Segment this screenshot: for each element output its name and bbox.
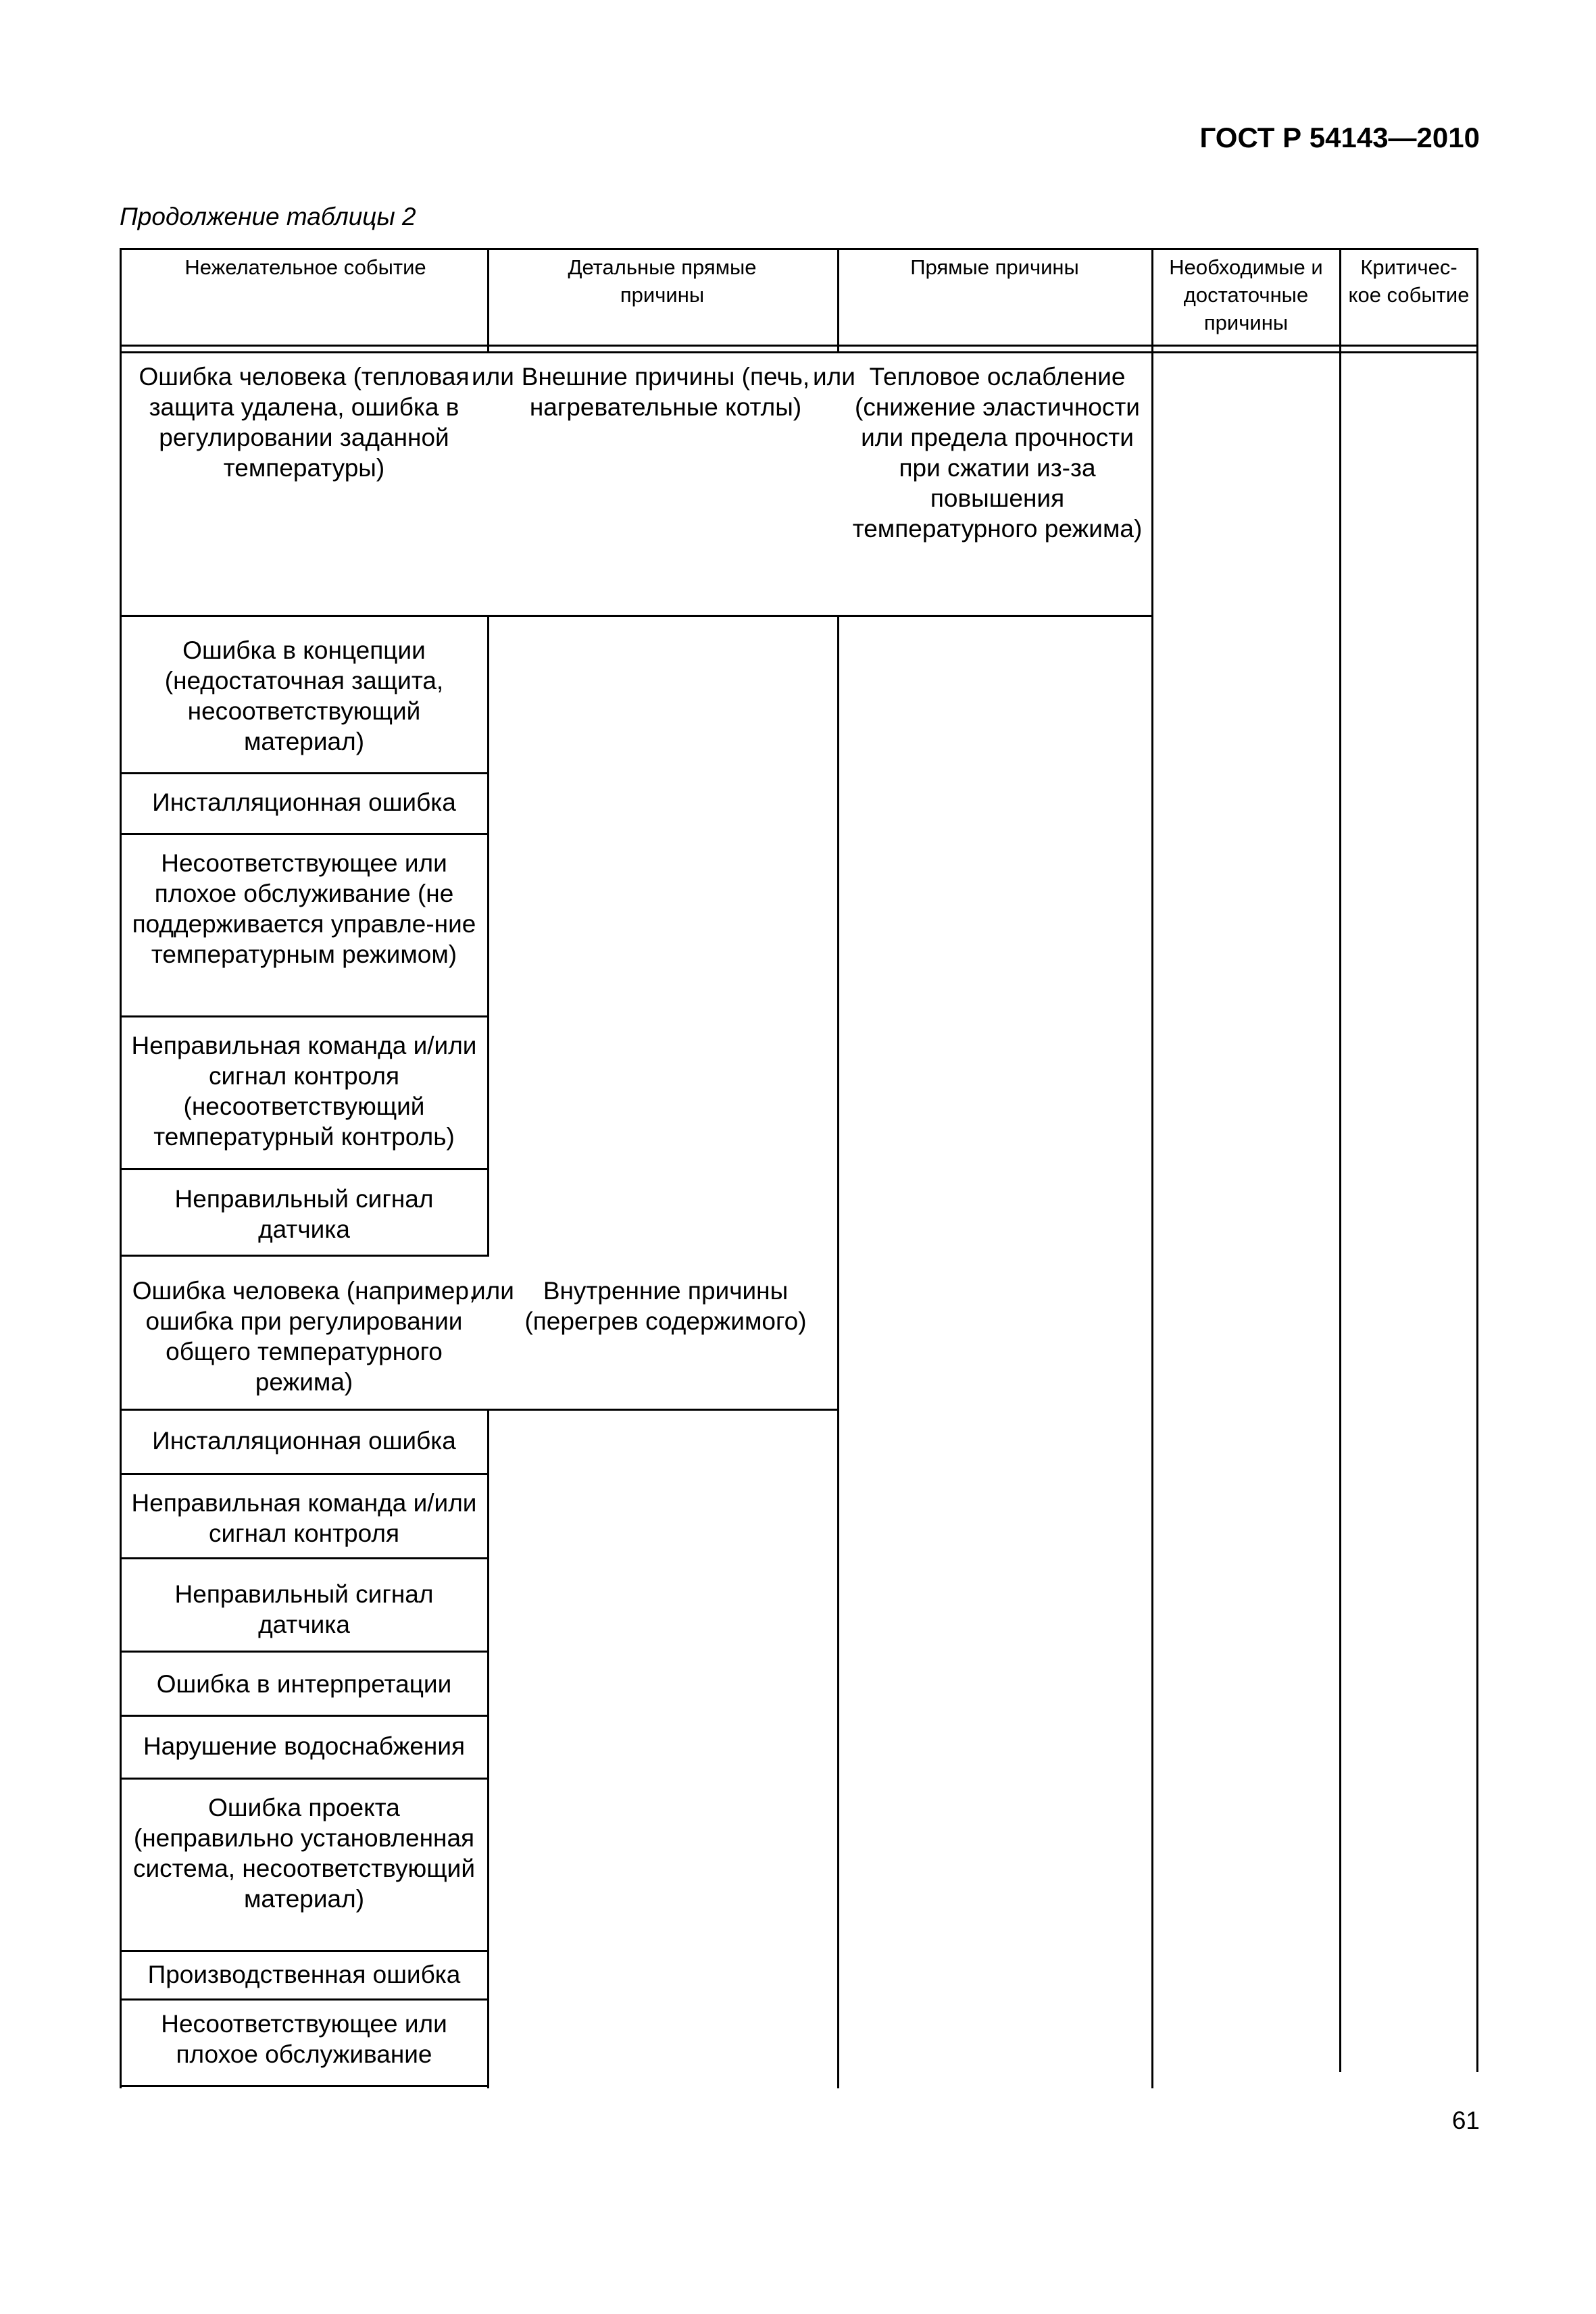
event-installation-error: Инсталляционная ошибка xyxy=(152,788,456,816)
event-human-error-1: Ошибка человека (тепловая защита удалена, ошибка в регулировании заданной температуры) xyxy=(139,363,470,482)
event-design-error: Ошибка проекта (неправильно установленная система, несоответствующий материал) xyxy=(132,1794,475,1913)
event-installation-error: Инсталляционная ошибка xyxy=(152,1427,456,1455)
event-interpretation-error: Ошибка в интерпретации xyxy=(156,1670,452,1698)
detail-internal-causes: Внутренние причины (перегрев содержимого) xyxy=(524,1277,807,1335)
header-detailed-direct-causes: Детальные прямые причины xyxy=(568,255,757,307)
event-human-error-2: Ошибка человека (например, ошибка при регулировании общего температурного режима) xyxy=(132,1277,476,1396)
event-wrong-sensor-signal: Неправильный сигнал датчика xyxy=(174,1580,434,1638)
event-water-supply-failure: Нарушение водоснабжения xyxy=(143,1732,466,1760)
or-operator: или xyxy=(472,363,514,391)
document-code: ГОСТ Р 54143—2010 xyxy=(1199,122,1480,153)
or-operator: или xyxy=(472,1277,514,1305)
page-number: 61 xyxy=(1451,2107,1480,2134)
header-direct-causes: Прямые причины xyxy=(910,255,1079,279)
table-caption: Продолжение таблицы 2 xyxy=(120,203,416,230)
event-maintenance-error: Несоответствующее или плохое обслуживание (не поддерживается управле-ние температурным режимом) xyxy=(132,849,476,968)
detail-external-causes: Внешние причины (печь, нагревательные котлы) xyxy=(521,363,810,421)
event-wrong-sensor-signal: Неправильный сигнал датчика xyxy=(174,1185,434,1243)
header-critical-event: Критичес-кое событие xyxy=(1348,255,1470,307)
header-undesired-event: Нежелательное событие xyxy=(184,255,426,279)
event-concept-error: Ошибка в концепции (недостаточная защита, несоответствующий материал) xyxy=(164,636,444,755)
or-operator: или xyxy=(813,363,855,391)
event-maintenance-error: Несоответствующее или плохое обслуживание xyxy=(161,2010,447,2068)
direct-thermal-weakening: Тепловое ослабление (снижение эластичности или предела прочности при сжатии из-за повышения температурного режима) xyxy=(852,363,1143,543)
event-wrong-command: Неправильная команда и/или сигнал контроля xyxy=(131,1489,477,1547)
event-wrong-command: Неправильная команда и/или сигнал контроля (несоответствующий температурный контроль) xyxy=(131,1032,477,1151)
header-necessary-sufficient-causes: Необходимые и достаточные причины xyxy=(1169,255,1323,334)
event-production-error: Производственная ошибка xyxy=(147,1961,461,1988)
